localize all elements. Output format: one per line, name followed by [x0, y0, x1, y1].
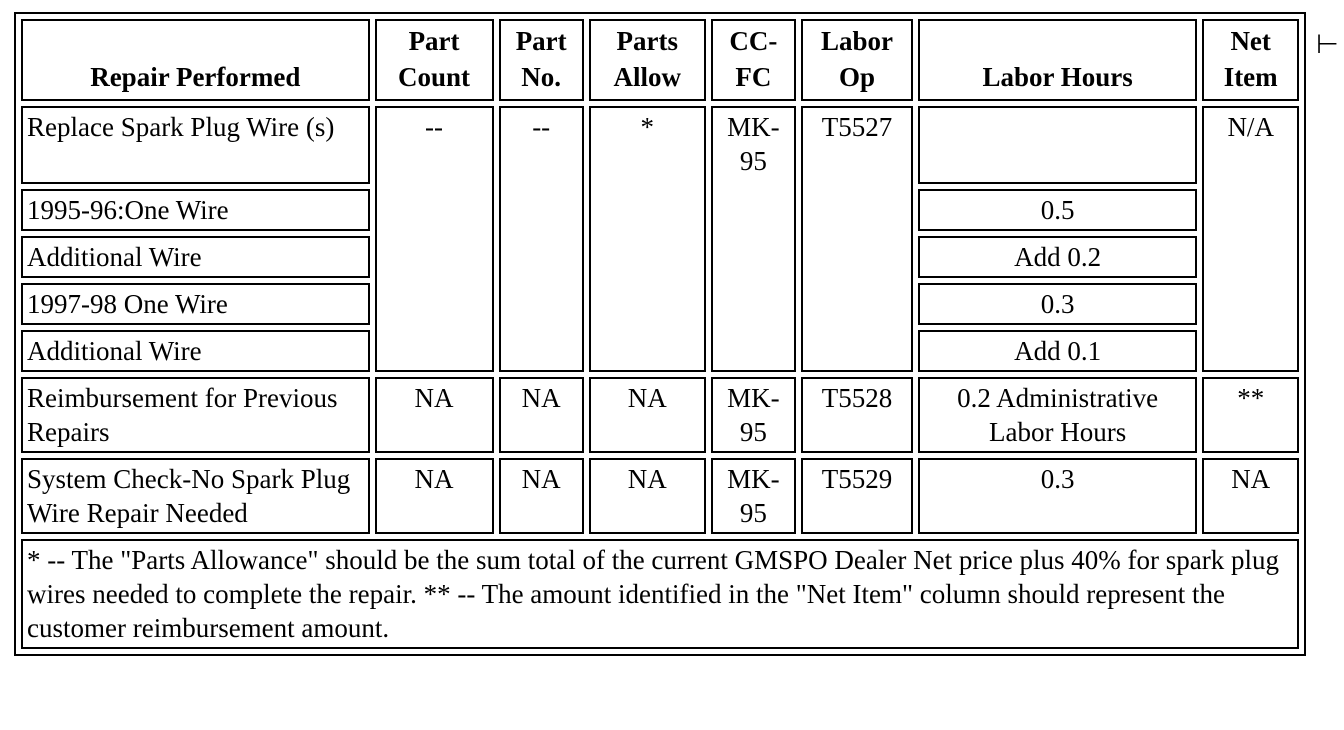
part-count-cell: NA	[375, 377, 494, 453]
sub-repair-cell: Additional Wire	[21, 236, 370, 278]
part-count-cell: NA	[375, 458, 494, 534]
repair-table-sheet	[14, 12, 1306, 672]
margin-mark: ⊢	[1316, 30, 1339, 59]
footnote-row	[21, 539, 1299, 649]
net-item-cell: **	[1202, 377, 1299, 453]
repair-table	[14, 12, 1306, 656]
cc-fc-cell: MK-95	[711, 106, 796, 372]
sub-repair-cell: 1995-96:One Wire	[21, 189, 370, 231]
repair-cell: Reimbursement for Previous Repairs	[21, 377, 370, 453]
sub-labor-hours-cell: Add 0.2	[918, 236, 1197, 278]
cc-fc-cell: MK-95	[711, 377, 796, 453]
repair-cell: System Check-No Spark Plug Wire Repair Needed	[21, 458, 370, 534]
labor-op-cell: T5528	[801, 377, 913, 453]
header-net-item: Net Item	[1202, 19, 1299, 101]
parts-allow-cell: NA	[589, 377, 706, 453]
labor-op-cell: T5529	[801, 458, 913, 534]
sub-repair-cell: Additional Wire	[21, 330, 370, 372]
part-no-cell: --	[499, 106, 584, 372]
part-no-cell: NA	[499, 458, 584, 534]
labor-hours-cell	[918, 106, 1197, 184]
sub-labor-hours-cell: Add 0.1	[918, 330, 1197, 372]
header-repair-performed: Repair Performed	[21, 19, 370, 101]
parts-allow-cell: *	[589, 106, 706, 372]
parts-allow-cell: NA	[589, 458, 706, 534]
header-part-count: Part Count	[375, 19, 494, 101]
sub-labor-hours-cell: 0.3	[918, 283, 1197, 325]
cc-fc-cell: MK-95	[711, 458, 796, 534]
header-labor-op: Labor Op	[801, 19, 913, 101]
header-part-no: Part No.	[499, 19, 584, 101]
table-row	[21, 458, 1299, 534]
net-item-cell: N/A	[1202, 106, 1299, 372]
header-cc-fc: CC-FC	[711, 19, 796, 101]
labor-hours-cell: 0.3	[918, 458, 1197, 534]
net-item-cell: NA	[1202, 458, 1299, 534]
repair-cell: Replace Spark Plug Wire (s)	[21, 106, 370, 184]
table-row	[21, 377, 1299, 453]
sub-labor-hours-cell: 0.5	[918, 189, 1197, 231]
header-row	[21, 19, 1299, 101]
part-no-cell: NA	[499, 377, 584, 453]
part-count-cell: --	[375, 106, 494, 372]
footnote: * -- The "Parts Allowance" should be the sum total of the current GMSPO Dealer Net price plus 40% for spark plug wires needed to complete the repair. ** -- The amount identified in the "Net Item" column should represent the customer reimbursement amount.	[21, 539, 1299, 649]
table-row	[21, 106, 1299, 184]
labor-op-cell: T5527	[801, 106, 913, 372]
header-labor-hours: Labor Hours	[918, 19, 1197, 101]
labor-hours-cell: 0.2 Administrative Labor Hours	[918, 377, 1197, 453]
sub-repair-cell: 1997-98 One Wire	[21, 283, 370, 325]
header-parts-allow: Parts Allow	[589, 19, 706, 101]
